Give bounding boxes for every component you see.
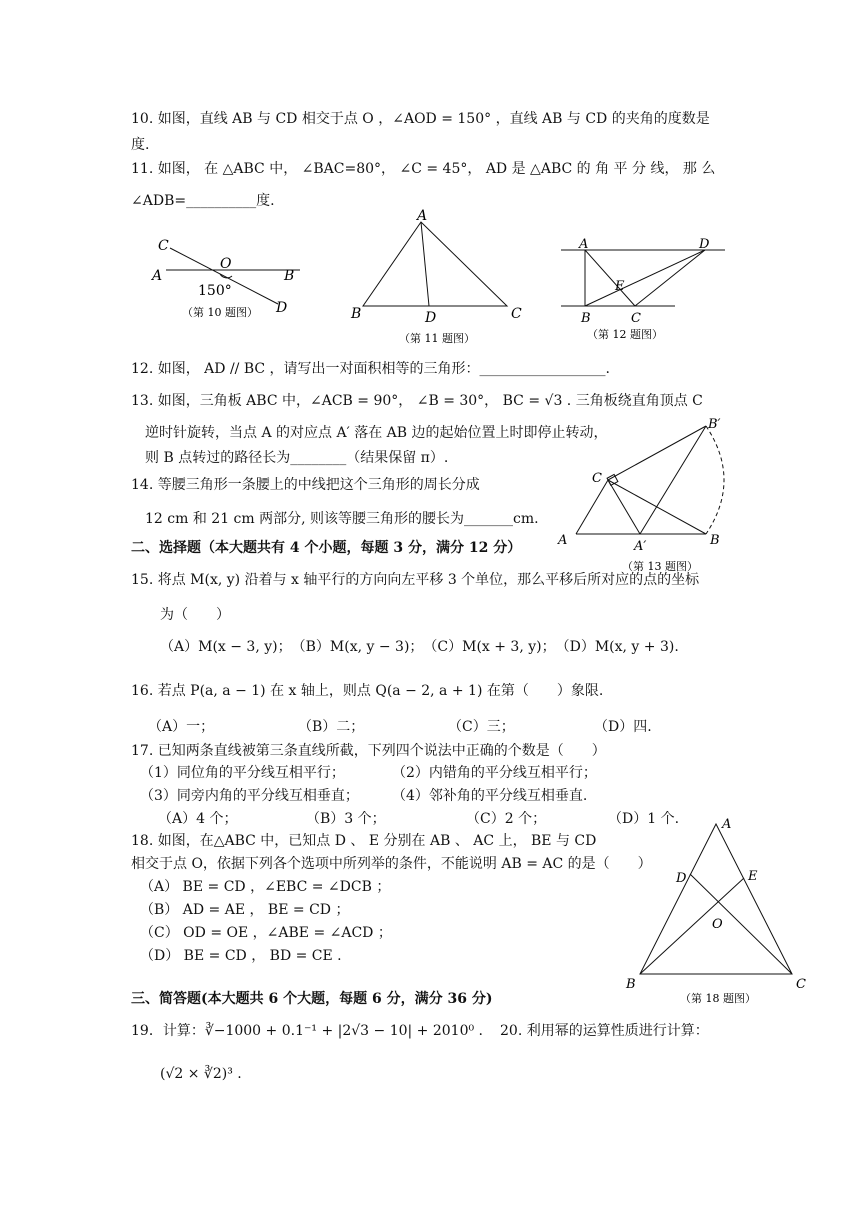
q18-line2: 相交于点 O，依据下列各个选项中所列举的条件，不能说明 AB = AC 的是（ ） xyxy=(131,856,652,872)
figure-10 xyxy=(140,232,300,322)
q17-option-b: （B）3 个； xyxy=(306,811,386,827)
q13-line3: 则 B 点转过的路径长为________（结果保留 π）. xyxy=(145,450,449,466)
figure-18 xyxy=(620,812,816,1008)
fig11-label-d: D xyxy=(425,310,437,326)
q18-option-c: （C） OD = OE ，∠ABE = ∠ACD ； xyxy=(140,925,392,941)
fig18-label-o: O xyxy=(712,917,723,932)
figure-12 xyxy=(555,236,735,346)
q16-line1: 16. 若点 P(a, a − 1) 在 x 轴上，则点 Q(a − 2, a + 1) 在第（ ）象限. xyxy=(131,683,604,699)
q13-line1: 13. 如图，三角板 ABC 中，∠ACB = 90°， ∠B = 30°， BC = √3 . 三角板绕直角顶点 C xyxy=(131,393,703,409)
q16-option-c: （C）三； xyxy=(448,719,515,735)
fig11-label-a: A xyxy=(417,208,428,224)
fig13-label-a-prime: A′ xyxy=(634,539,647,554)
fig10-caption: （第 10 题图） xyxy=(182,306,258,319)
q18-option-b: （B） AD = AE ， BE = CD ； xyxy=(140,902,350,918)
q17-statement-1: （1）同位角的平分线互相平行； xyxy=(140,765,345,781)
figure-13 xyxy=(556,414,740,574)
q17-option-c: （C）2 个； xyxy=(466,811,547,827)
q18-option-a: （A） BE = CD ，∠EBC = ∠DCB ； xyxy=(140,879,391,895)
fig13-caption: （第 13 题图） xyxy=(622,560,698,573)
q17-statement-4: （4）邻补角的平分线互相垂直. xyxy=(392,788,588,804)
q17-option-a: （A）4 个； xyxy=(158,811,238,827)
fig18-label-a: A xyxy=(722,817,732,832)
q10-line1: 10. 如图，直线 AB 与 CD 相交于点 O ，∠AOD = 150° ，直线 AB 与 CD 的夹角的度数是 xyxy=(131,111,710,127)
fig18-label-d: D xyxy=(676,871,687,886)
q11-line2: ∠ADB=__________度. xyxy=(131,193,275,209)
fig11-label-c: C xyxy=(511,306,522,322)
q20-expression: (√2 × ∛2)³ . xyxy=(160,1066,242,1082)
q16-option-b: （B）二； xyxy=(298,719,365,735)
q12-text: 12. 如图， AD // BC ，请写出一对面积相等的三角形：__________________. xyxy=(131,361,610,377)
fig10-label-d: D xyxy=(276,300,288,316)
fig10-angle-label: 150° xyxy=(198,283,232,299)
fig13-label-a: A xyxy=(558,533,568,548)
fig13-label-b: B xyxy=(710,533,720,548)
q14-line2: 12 cm 和 21 cm 两部分, 则该等腰三角形的腰长为_______cm. xyxy=(145,511,539,527)
section-2-heading: 二、选择题（本大题共有 4 个小题，每题 3 分，满分 12 分） xyxy=(131,540,522,556)
fig11-label-b: B xyxy=(351,306,362,322)
q17-statement-3: （3）同旁内角的平分线互相垂直； xyxy=(140,788,359,804)
q17-statement-2: （2）内错角的平分线互相平行； xyxy=(392,765,597,781)
q15-line2: 为（ ） xyxy=(160,607,230,623)
q15-line1: 15. 将点 M(x, y) 沿着与 x 轴平行的方向向左平移 3 个单位，那么平移后所对应的点的坐标 xyxy=(131,572,700,588)
section-3-heading: 三、简答题(本大题共 6 个大题，每题 6 分，满分 36 分) xyxy=(131,991,493,1007)
fig12-caption: （第 12 题图） xyxy=(587,328,663,341)
fig12-label-b: B xyxy=(581,311,591,326)
q14-line1: 14. 等腰三角形一条腰上的中线把这个三角形的周长分成 xyxy=(131,477,480,493)
fig10-label-o: O xyxy=(220,256,232,272)
q10-line2: 度. xyxy=(131,137,150,153)
fig18-caption: （第 18 题图） xyxy=(680,992,756,1005)
fig12-label-d: D xyxy=(699,237,710,252)
figure-11 xyxy=(345,208,525,348)
q17-line1: 17. 已知两条直线被第三条直线所截，下列四个说法中正确的个数是（ ） xyxy=(131,743,606,759)
q19-text: 19．计算：∛−1000 + 0.1⁻¹ + |2√3 − 10| + 2010⁰ . xyxy=(131,1023,484,1039)
fig12-label-c: C xyxy=(631,311,641,326)
fig18-label-b: B xyxy=(626,977,636,992)
q18-option-d: （D） BE = CD ， BD = CE . xyxy=(140,948,342,964)
fig13-label-b-prime: B′ xyxy=(708,417,721,432)
q16-option-d: （D）四. xyxy=(594,719,652,735)
q16-option-a: （A）一； xyxy=(148,719,215,735)
q15-options: （A）M(x − 3, y)； （B）M(x, y − 3)； （C）M(x + 3, y)； （D）M(x, y + 3). xyxy=(160,639,679,655)
q18-line1: 18. 如图，在△ABC 中，已知点 D 、 E 分别在 AB 、 AC 上， BE 与 CD xyxy=(131,833,597,849)
q20-line1: 20. 利用幂的运算性质进行计算： xyxy=(500,1023,709,1039)
q17-option-d: （D）1 个. xyxy=(608,811,680,827)
fig18-label-c: C xyxy=(796,977,806,992)
fig12-label-a: A xyxy=(579,237,589,252)
fig10-label-a: A xyxy=(152,268,163,284)
fig18-label-e: E xyxy=(748,869,758,884)
fig10-label-c: C xyxy=(158,238,169,254)
q11-line1: 11. 如图， 在 △ABC 中， ∠BAC=80°， ∠C = 45°， AD 是 △ABC 的 角 平 分 线， 那 么 xyxy=(131,161,716,177)
fig12-label-e: E xyxy=(615,279,625,294)
fig13-label-c: C xyxy=(592,471,602,486)
fig11-caption: （第 11 题图） xyxy=(399,332,475,345)
q13-line2: 逆时针旋转，当点 A 的对应点 A′ 落在 AB 边的起始位置上时即停止转动， xyxy=(145,425,608,441)
fig10-label-b: B xyxy=(284,268,295,284)
